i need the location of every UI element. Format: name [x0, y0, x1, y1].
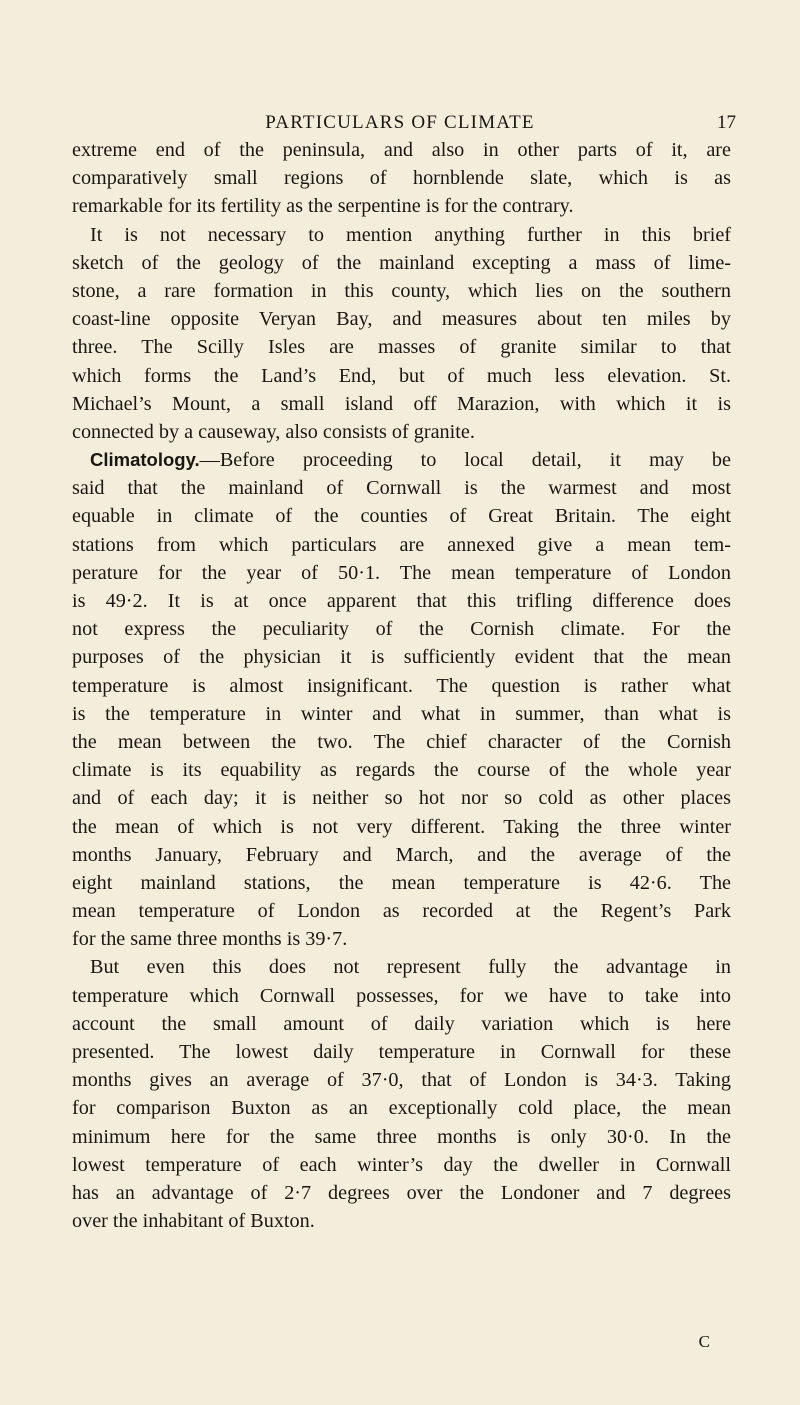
page-number: 17 — [717, 112, 736, 133]
text-line: presented. The lowest daily temperature in Cornwall for these — [72, 1041, 731, 1063]
paragraph-geology-continued — [72, 136, 731, 221]
text-line: over the inhabitant of Buxton. — [72, 1210, 315, 1233]
paragraph-daily-variation — [72, 953, 731, 1235]
text-line: stone, a rare formation in this county, which lies on the southern — [72, 279, 731, 302]
text-line: months gives an average of 37·0, that of London is 34·3. Taking — [72, 1069, 731, 1092]
text-line: mean temperature of London as recorded at the Regent’s Park — [72, 900, 731, 923]
paragraph-geology-limestone — [72, 221, 731, 447]
text-line: comparatively small regions of hornblende slate, which is as — [72, 167, 731, 190]
text-line: for comparison Buxton as an exceptionally cold place, the mean — [72, 1097, 731, 1120]
text-line: three. The Scilly Isles are masses of granite similar to that — [72, 336, 731, 359]
text-line: coast-line opposite Veryan Bay, and measures about ten miles by — [72, 308, 731, 331]
text-line: the mean between the two. The chief character of the Cornish — [72, 730, 731, 753]
text-line: account the small amount of daily variation which is here — [72, 1012, 731, 1035]
text-line: eight mainland stations, the mean temperature is 42·6. The — [72, 871, 731, 894]
body-text — [72, 136, 731, 1235]
text-line: stations from which particulars are annexed give a mean tem- — [72, 533, 731, 556]
text-line: equable in climate of the counties of Great Britain. The eight — [72, 505, 731, 528]
section-heading-climatology: Climatology. — [90, 449, 200, 471]
text-line: said that the mainland of Cornwall is the warmest and most — [72, 477, 731, 500]
text-run: —Before proceeding to local detail, it may be — [199, 449, 731, 472]
text-line: extreme end of the peninsula, and also in other parts of it, are — [72, 139, 731, 161]
text-line: which forms the Land’s End, but of much less elevation. St. — [72, 364, 731, 387]
text-line: But even this does not represent fully the advantage in — [90, 956, 731, 979]
text-line: Michael’s Mount, a small island off Marazion, with which it is — [72, 392, 731, 415]
text-line: is the temperature in winter and what in summer, than what is — [72, 702, 731, 725]
running-title: PARTICULARS OF CLIMATE — [265, 112, 535, 133]
text-line: perature for the year of 50·1. The mean temperature of London — [72, 561, 731, 584]
text-line: has an advantage of 2·7 degrees over the Londoner and 7 degrees — [72, 1181, 731, 1204]
text-line: temperature is almost insignificant. The question is rather what — [72, 674, 731, 697]
text-line: for the same three months is 39·7. — [72, 928, 348, 951]
text-line: climate is its equability as regards the course of the whole year — [72, 759, 731, 782]
paragraph-climatology — [72, 446, 731, 953]
text-line: It is not necessary to mention anything further in this brief — [90, 223, 731, 246]
text-line: sketch of the geology of the mainland excepting a mass of lime- — [72, 251, 731, 274]
text-line — [72, 446, 731, 474]
text-line: not express the peculiarity of the Cornish climate. For the — [72, 618, 731, 641]
text-line: remarkable for its fertility as the serpentine is for the contrary. — [72, 195, 574, 218]
signature-mark: C — [698, 1332, 710, 1351]
text-line: connected by a causeway, also consists of granite. — [72, 420, 475, 443]
text-line: months January, February and March, and the average of the — [72, 843, 731, 866]
text-line: purposes of the physician it is sufficiently evident that the mean — [72, 646, 731, 669]
text-line: minimum here for the same three months is only 30·0. In the — [72, 1125, 731, 1148]
text-line: is 49·2. It is at once apparent that this trifling difference does — [72, 590, 731, 612]
text-line: lowest temperature of each winter’s day the dweller in Cornwall — [72, 1153, 731, 1176]
text-line: and of each day; it is neither so hot nor so cold as other places — [72, 787, 731, 810]
text-line: the mean of which is not very different. Taking the three winter — [72, 815, 731, 838]
text-line: temperature which Cornwall possesses, for we have to take into — [72, 984, 731, 1007]
